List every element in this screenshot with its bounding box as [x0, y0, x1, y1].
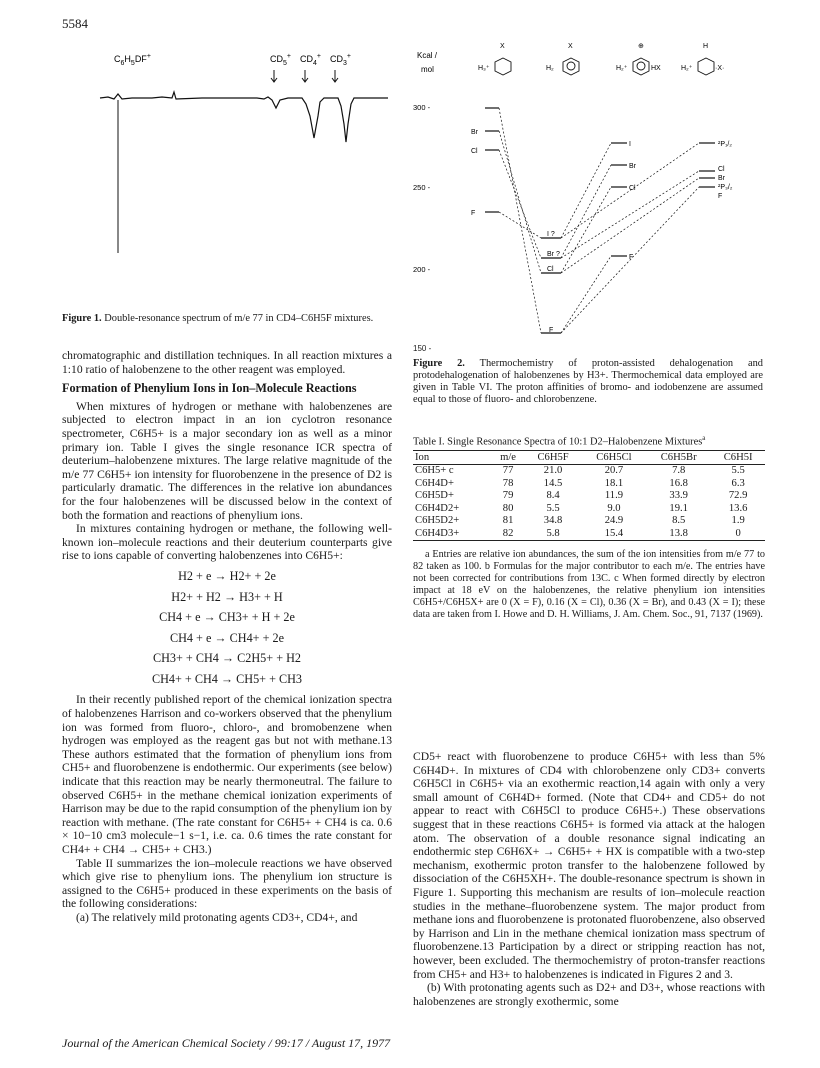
table-row — [413, 490, 765, 502]
equation-4: CH4 + e → CH4+ + 2e — [169, 630, 285, 645]
table-cell: 81 — [502, 515, 514, 527]
svg-text:H₂: H₂ — [546, 65, 554, 72]
table-cell: C6H4D3+ — [413, 528, 492, 541]
table-cell: 19.1 — [669, 502, 688, 514]
table-cell: 9.0 — [607, 502, 621, 514]
table-cell: 11.9 — [604, 490, 624, 502]
svg-text:200 -: 200 - — [413, 265, 431, 274]
figure-1-caption-label: Figure 1. — [62, 313, 102, 324]
table-cell: 5.5 — [546, 502, 560, 514]
svg-text:·X·: ·X· — [715, 65, 725, 72]
svg-text:Kcal /: Kcal / — [417, 51, 438, 60]
svg-text:Cl: Cl — [629, 185, 636, 192]
svg-text:X: X — [500, 43, 505, 50]
svg-text:H₃⁺: H₃⁺ — [478, 65, 490, 72]
svg-text:Br: Br — [718, 175, 725, 182]
svg-text:²P₁/₂: ²P₁/₂ — [718, 141, 733, 148]
table-1-grid — [413, 450, 765, 540]
svg-text:F: F — [549, 327, 554, 334]
svg-text:²P₃/₂: ²P₃/₂ — [718, 184, 733, 191]
table-row — [413, 465, 765, 478]
table-row — [413, 503, 765, 515]
paragraph-5: (a) The relatively mild protonating agents CD3+, CD4+, and — [76, 910, 358, 924]
svg-text:H₂⁺: H₂⁺ — [616, 65, 628, 72]
svg-text:H₂⁺: H₂⁺ — [681, 65, 693, 72]
table-cell: 8.5 — [672, 515, 686, 527]
table-cell: 18.1 — [604, 477, 624, 489]
svg-text:H: H — [703, 43, 709, 50]
table-1-title-text: Table I. Single Resonance Spectra of 10:1 D2–Halobenzene Mixtures — [413, 436, 703, 448]
paragraph-1: When mixtures of hydrogen or methane with halobenzenes are subjected to electron impact in an ion cyclotron resonance spectrometer, C6H5+ is a major secondary ion as well as a minor primary ion. Table I gives the single resonance ICR spectra of deuterium–halobenzene mixtures. The large relative magnitude of the m/e 77 C6H5+ ion intensity for fluorobenzene in the presence of D2 is particularly dramatic. The differences in the relative ion abundances for the four halobenzenes will be discussed below in the context of both the formation and reactions of phenylium ions. — [62, 399, 392, 522]
table-cell: 13.6 — [728, 502, 748, 514]
svg-text:I ?: I ? — [547, 231, 555, 238]
figure-2-caption-text: Thermochemistry of proton-assisted dehalogenation and protodehalogenation of halobenzenes by H3+. Thermochemical data employed are given in Table VI. The proton affinities of bromo- and iodobenzene are assumed equal to those of fluoro- and chlorobenzene. — [413, 358, 763, 405]
table-cell: 1.9 — [731, 515, 745, 527]
svg-text:F: F — [718, 193, 723, 200]
table-cell: 82 — [492, 528, 525, 541]
figure-1 — [62, 48, 392, 313]
table-header: C6H5F — [524, 451, 582, 465]
table-cell: 33.9 — [669, 490, 688, 502]
table-1-title — [413, 432, 765, 448]
svg-text:Cl: Cl — [547, 266, 554, 273]
svg-text:X: X — [568, 43, 573, 50]
svg-text:CD4+: $CD_4^+$ — [300, 53, 321, 67]
table-cell: 77 — [502, 465, 514, 477]
paragraph-0: chromatographic and distillation techniques. In all reaction mixtures a 1:10 ratio of halobenzene to the other reagent was employed. — [62, 349, 392, 376]
table-cell: 15.4 — [582, 528, 646, 541]
figure-2-caption-label: Figure 2. — [413, 358, 465, 369]
svg-text:⊕: ⊕ — [638, 43, 644, 50]
thermochemistry-diagram — [413, 38, 763, 358]
svg-text:Br: Br — [629, 163, 636, 170]
svg-text:CD5+: $CD_5^+$ — [270, 53, 291, 67]
table-cell: 0 — [711, 528, 765, 541]
table-1 — [413, 432, 765, 621]
right-column — [413, 750, 765, 1008]
equation-2: H2+ + H2 → H3+ + H — [171, 589, 283, 604]
svg-text:Br ?: Br ? — [547, 251, 560, 258]
svg-text:CD3+: $CD_3^+$ — [330, 53, 351, 67]
table-cell: 20.7 — [604, 465, 624, 477]
table-cell: 7.8 — [672, 465, 686, 477]
table-cell: C6H4D2+ — [415, 502, 460, 514]
table-row — [413, 478, 765, 490]
table-cell: C6H4D+ — [415, 477, 454, 489]
figure-1-caption — [62, 313, 392, 325]
figure-1-caption-text: Double-resonance spectrum of m/e 77 in CD4–C6H5F mixtures. — [104, 313, 374, 324]
table-cell: 6.3 — [731, 477, 745, 489]
table-cell: 5.5 — [731, 465, 745, 477]
table-cell: 5.8 — [524, 528, 582, 541]
equation-5: CH3+ + CH4 → C2H5+ + H2 — [152, 651, 302, 666]
table-cell: 80 — [502, 502, 514, 514]
svg-text:250 -: 250 - — [413, 183, 431, 192]
table-row — [413, 515, 765, 527]
table-row — [413, 528, 765, 541]
paragraph-right-2: (b) With protonating agents such as D2+ and D3+, whose reactions with halobenzenes are strongly exothermic, some — [413, 981, 765, 1008]
paragraph-4: Table II summarizes the ion–molecule reactions we have observed which give rise to phenylium ions. The phenylium ion structure is assigned to the C6H5+ produced in these experiments on the basis of the following considerations: — [62, 856, 392, 911]
table-cell: 21.0 — [543, 465, 563, 477]
journal-footer: Journal of the American Chemical Society / 99:17 / August 17, 1977 — [62, 1036, 391, 1050]
figure-2-caption — [413, 358, 763, 406]
table-cell: 24.9 — [604, 515, 624, 527]
svg-text:Cl: Cl — [471, 148, 478, 155]
equation-3: CH4 + e → CH3+ + H + 2e — [159, 610, 295, 625]
svg-text:mol: mol — [421, 65, 434, 74]
paragraph-3: In their recently published report of the chemical ionization spectra of halobenzenes Harrison and co-workers observed that the phenylium ion was formed from fluoro-, chloro-, and bromobenzene when hydrogen was employed as the reagent gas but not with methane.13 These authors estimated that the formation of phenylium ions from CH5+ and fluorobenzene is endothermic. Our experiments (see below) indicate that this reaction may be nearly thermoneutral. The failure to observed C6H5+ in the methane chemical ionization experiments of Harrison may be due to the rapid consumption of the phenylium ion by reaction with methane. (The rate constant for C6H5+ + CH4 is ca. 0.6 × 10−10 cm3 molecule−1 s−1, i.e. ca. 0.6 times the rate constant for CH4+ + CH4 → CH5+ + CH3.) — [62, 693, 392, 856]
table-1-footnote: a Entries are relative ion abundances, the sum of the ion intensities from m/e 77 to 82 taken as 100. b Formulas for the major contributor to each m/e. The entries have not been corrected for contributions from 13C. c When formed directly by electron impact at 18 eV on the halobenzenes, the relative phenylium ion intensities C6H5+/C6H5X+ are 0 (X = F), 0.16 (X = Cl), 0.36 (X = Br), and 0.43 (X = I); these data are taken from I. Howe and D. H. Williams, J. Am. Chem. Soc., 91, 7137 (1969). — [413, 548, 765, 620]
double-resonance-spectrum — [62, 48, 392, 313]
figure-2-tick-150: 150 - — [413, 344, 432, 353]
svg-text:C6H5DF+: $C_6H_5DF^+$ — [114, 53, 151, 67]
table-cell: C6H5D2+ — [415, 515, 460, 527]
table-1-title-footnote-marker: a — [702, 434, 706, 442]
paragraph-2: In mixtures containing hydrogen or methane, the following well-known ion–molecule reactions and their deuterium counterparts give rise to ions capable of converting halobenzenes into C6H5+: — [62, 522, 392, 563]
table-header: C6H5I — [711, 451, 765, 465]
table-header: C6H5Br — [646, 451, 711, 465]
table-cell: 8.4 — [546, 490, 560, 502]
table-1-body — [413, 465, 765, 540]
table-cell: C6H5+ c — [415, 465, 454, 477]
table-cell: 79 — [502, 490, 514, 502]
equation-6: CH4+ + CH4 → CH5+ + CH3 — [151, 671, 303, 686]
table-cell: 16.8 — [669, 477, 688, 489]
svg-text:I: I — [629, 141, 631, 148]
table-cell: 34.8 — [543, 515, 563, 527]
paragraph-right-1: CD5+ react with fluorobenzene to produce C6H5+ with less than 5% C6H4D+. In mixtures of CD4 with chlorobenzene only CD3+ converts C6H5Cl in C6H5+ via an exothermic reaction,14 again with only a very small amount of C6H4D+ formed. (Note that CD4+ and CD5+ do not appear to react with C6H5Cl to produce C6H5+.) These observations suggest that in these reactions C6H5+ is formed via attack at the halogen atom. The observation of a double resonance signal indicating an endothermic step C6H6X+ → C6H5+ + HX is compatible with a two-step mechanism, exothermic proton transfer to the halobenzene followed by dissociation of the C6H5XH+. The double-resonance spectrum is shown in Figure 1. Supporting this mechanism are results of ion–molecule reaction studies in the methane–fluorobenzene system. The major product from methane ions and fluorobenzene is protonated fluorobenzene, also observed by Harrison and Lin in the methane chemical ionization mass spectrum of fluorobenzene.13 Participation by a direct or stripping reaction has not, however, been excluded. The thermochemistry of proton-transfer reactions from CH5+ and H3+ to halobenzenes is indicated in Figures 2 and 3. — [413, 750, 765, 981]
left-column — [62, 349, 392, 925]
svg-text:F: F — [629, 254, 634, 261]
equation-1: H2 + e → H2+ + 2e — [178, 568, 276, 583]
page-number: 5584 — [62, 16, 88, 31]
figure-2 — [413, 38, 763, 358]
svg-text:Br: Br — [471, 129, 478, 136]
svg-text:F: F — [471, 210, 476, 217]
table-cell: 14.5 — [543, 477, 563, 489]
table-cell: 13.8 — [646, 528, 711, 541]
table-header: Ion — [413, 451, 492, 465]
svg-text:300 -: 300 - — [413, 103, 431, 112]
svg-text:Cl: Cl — [718, 166, 725, 173]
table-header: m/e — [492, 451, 525, 465]
table-cell: 72.9 — [728, 490, 748, 502]
svg-text:HX: HX — [651, 65, 661, 72]
table-header: C6H5Cl — [582, 451, 646, 465]
table-cell: C6H5D+ — [415, 490, 454, 502]
table-cell: 78 — [502, 477, 514, 489]
section-heading: Formation of Phenylium Ions in Ion–Molecule Reactions — [62, 381, 357, 396]
